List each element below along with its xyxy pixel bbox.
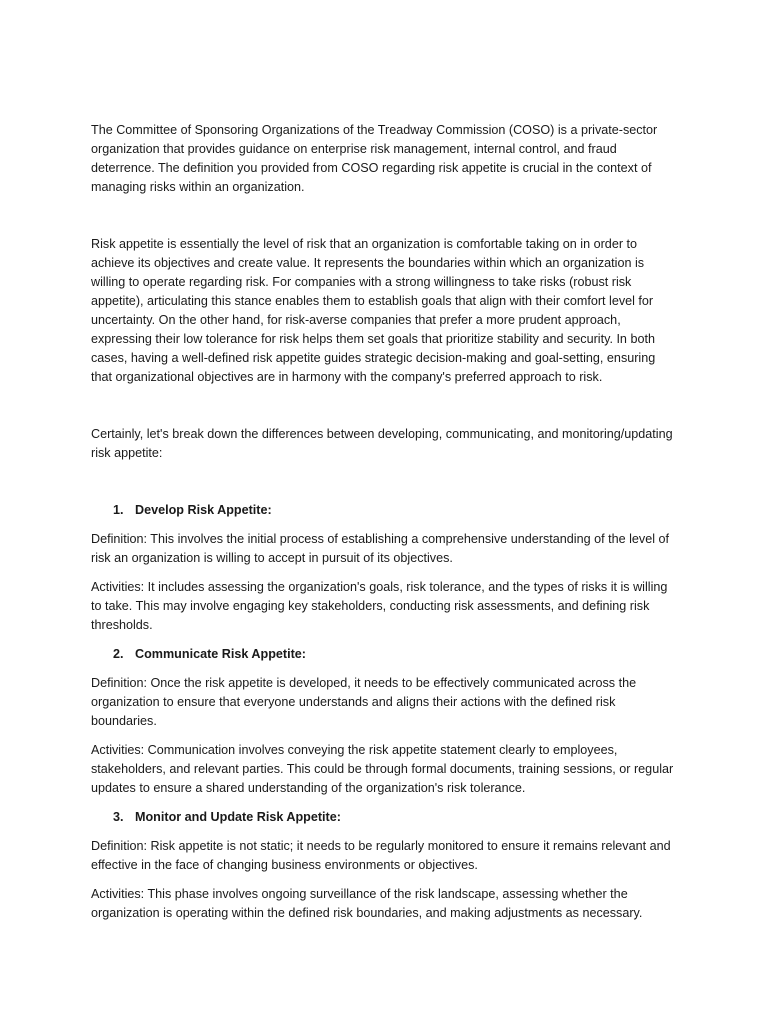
section-definition: Definition: This involves the initial process of establishing a comprehensive understanding of the level of risk an organization is willing to accept in pursuit of its objectives. [91,532,670,565]
section-monitor [91,808,679,923]
intro-paragraph-coso: The Committee of Sponsoring Organizations of the Treadway Commission (COSO) is a private-sector organization that provides guidance on enterprise risk management, internal control, and fraud deterrence. The definition you provided from COSO regarding risk appetite is crucial in the context of managing risks within an organization. [91,123,658,194]
section-number: 2. [113,647,124,661]
section-number: 3. [113,810,124,824]
section-title: Monitor and Update Risk Appetite: [135,810,341,824]
section-number: 1. [113,503,124,517]
section-activities: Activities: Communication involves conveying the risk appetite statement clearly to employees, stakeholders, and relevant parties. This could be through formal documents, training sessions, or regular updates to ensure a shared understanding of the organization's risk tolerance. [91,743,674,795]
section-activities: Activities: This phase involves ongoing surveillance of the risk landscape, assessing whether the organization is operating within the defined risk boundaries, and making adjustments as necessary. [91,887,643,920]
section-develop [91,501,679,635]
section-definition: Definition: Risk appetite is not static; it needs to be regularly monitored to ensure it remains relevant and effective in the face of changing business environments or objectives. [91,839,671,872]
section-communicate [91,645,679,798]
section-title: Communicate Risk Appetite: [135,647,306,661]
section-heading [91,808,679,827]
intro-paragraph-breakdown: Certainly, let's break down the differences between developing, communicating, and monitoring/updating risk appetite: [91,427,673,460]
section-title: Develop Risk Appetite: [135,503,272,517]
document-page [91,121,679,933]
section-definition: Definition: Once the risk appetite is developed, it needs to be effectively communicated across the organization to ensure that everyone understands and aligns their actions with the defined risk boundaries. [91,676,637,728]
intro-paragraph-risk-appetite: Risk appetite is essentially the level of risk that an organization is comfortable taking on in order to achieve its objectives and create value. It represents the boundaries within which an organization is willing to operate regarding risk. For companies with a strong willingness to take risks (robust risk appetite), articulating this stance enables them to establish goals that align with their comfort level for uncertainty. On the other hand, for risk-averse companies that prefer a more prudent approach, expressing their low tolerance for risk helps them set goals that prioritize stability and security. In both cases, having a well-defined risk appetite guides strategic decision-making and goal-setting, ensuring that organizational objectives are in harmony with the company's preferred approach to risk. [91,237,656,384]
section-activities: Activities: It includes assessing the organization's goals, risk tolerance, and the types of risks it is willing to take. This may involve engaging key stakeholders, conducting risk assessments, and defining risk thresholds. [91,580,668,632]
section-heading [91,645,679,664]
section-heading [91,501,679,520]
